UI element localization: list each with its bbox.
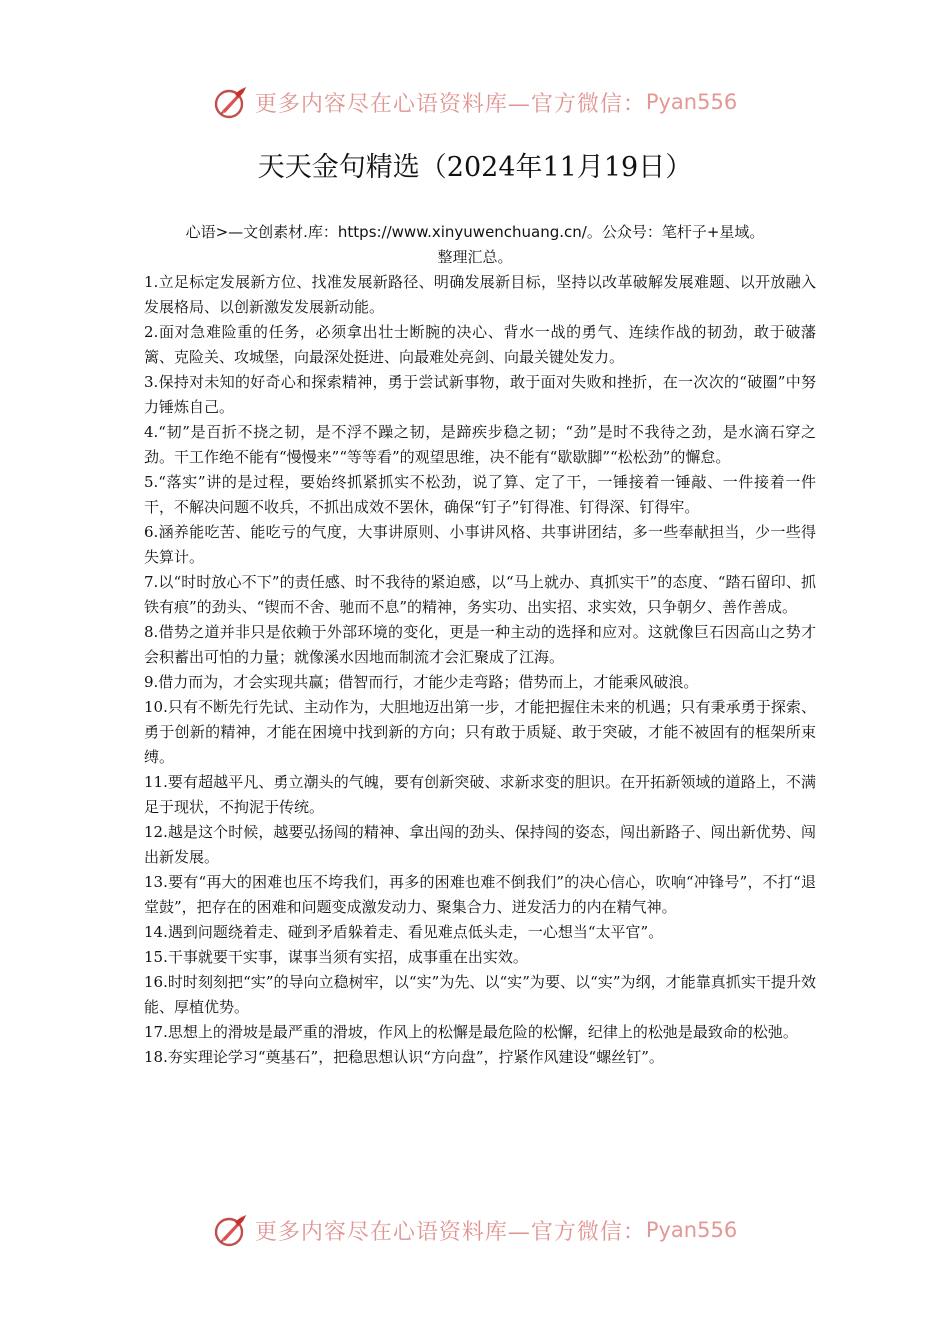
list-item: 6.涵养能吃苦、能吃亏的气度，大事讲原则、小事讲风格、共事讲团结，多一些奉献担当，少一些得失算计。 — [144, 523, 816, 566]
document-title: 天天金句精选（2024年11月19日） — [257, 152, 693, 183]
list-item: 17.思想上的滑坡是最严重的滑坡，作风上的松懈是最危险的松懈，纪律上的松弛是最致命的松弛。 — [144, 1023, 798, 1041]
list-item: 8.借势之道并非只是依赖于外部环境的变化，更是一种主动的选择和应对。这就像巨石因高山之势才会积蓄出可怕的力量；就像溪水因地而制流才会汇聚成了江海。 — [144, 623, 816, 666]
list-item: 2.面对急难险重的任务，必须拿出壮士断腕的决心、背水一战的勇气、连续作战的韧劲，敢于破藩篱、克险关、攻城堡，向最深处挺进、向最难处亮剑、向最关键处发力。 — [144, 323, 816, 366]
footer-banner — [0, 1208, 950, 1252]
list-item: 1.立足标定发展新方位、找准发展新路径、明确发展新目标，坚持以改革破解发展难题、以开放融入发展格局、以创新激发发展新动能。 — [144, 273, 816, 316]
list-item: 14.遇到问题绕着走、碰到矛盾躲着走、看见难点低头走，一心想当“太平官”。 — [144, 923, 664, 941]
quill-logo-icon — [213, 84, 249, 120]
wechat-id: Pyan556 — [645, 1218, 738, 1242]
banner-text: 更多内容尽在心语资料库—官方微信： — [254, 1219, 646, 1245]
list-item: 5.“落实”讲的是过程，要始终抓紧抓实不松劲，说了算、定了干，一锤接着一锤敲、一件接着一件干，不解决问题不收兵，不抓出成效不罢休，确保“钉子”钉得准、钉得深、钉得牢。 — [144, 473, 816, 516]
list-item: 12.越是这个时候，越要弘扬闯的精神、拿出闯的劲头、保持闯的姿态，闯出新路子、闯出新优势、闯出新发展。 — [144, 823, 816, 866]
banner-text: 更多内容尽在心语资料库—官方微信： — [254, 91, 646, 117]
list-item: 13.要有“再大的困难也压不垮我们，再多的困难也难不倒我们”的决心信心，吹响“冲锋号”，不打“退堂鼓”，把存在的困难和问题变成激发动力、聚集合力、迸发活力的内在精气神。 — [144, 873, 816, 916]
list-item: 4.“韧”是百折不挠之韧，是不浮不躁之韧，是蹄疾步稳之韧；“劲”是时不我待之劲，是水滴石穿之劲。干工作绝不能有“慢慢来”“等等看”的观望思维，决不能有“歇歇脚”“松松劲”的懈怠。 — [144, 423, 816, 466]
list-item: 11.要有超越平凡、勇立潮头的气魄，要有创新突破、求新求变的胆识。在开拓新领域的道路上，不满足于现状，不拘泥于传统。 — [144, 773, 816, 816]
list-item: 18.夯实理论学习“奠基石”，把稳思想认识“方向盘”，拧紧作风建设“螺丝钉”。 — [144, 1048, 664, 1066]
list-item: 15.干事就要干实事，谋事当须有实招，成事重在出实效。 — [144, 948, 528, 966]
list-item: 16.时时刻刻把“实”的导向立稳树牢，以“实”为先、以“实”为要、以“实”为纲，才能靠真抓实干提升效能、厚植优势。 — [144, 973, 816, 1016]
source-note — [100, 220, 850, 270]
wechat-id: Pyan556 — [645, 90, 738, 114]
list-item: 9.借力而为，才会实现共赢；借智而行，才能少走弯路；借势而上，才能乘风破浪。 — [144, 673, 699, 691]
quill-logo-icon — [213, 1212, 249, 1248]
source-line: 整理汇总。 — [437, 248, 513, 266]
header-banner — [0, 80, 950, 124]
list-item: 10.只有不断先行先试、主动作为，大胆地迈出第一步，才能把握住未来的机遇；只有秉承勇于探索、勇于创新的精神，才能在困境中找到新的方向；只有敢于质疑、敢于突破，才能不被固有的框架所束缚。 — [144, 698, 816, 766]
quote-list — [144, 270, 816, 1070]
list-item: 3.保持对未知的好奇心和探索精神，勇于尝试新事物，敢于面对失败和挫折，在一次次的“破圈”中努力锤炼自己。 — [144, 373, 816, 416]
source-line: 心语>—文创素材.库：https://www.xinyuwenchuang.cn/。公众号：笔杆子+星域。 — [185, 223, 765, 241]
list-item: 7.以“时时放心不下”的责任感、时不我待的紧迫感，以“马上就办、真抓实干”的态度、“踏石留印、抓铁有痕”的劲头、“锲而不舍、驰而不息”的精神，务实功、出实招、求实效，只争朝夕、善作善成。 — [144, 573, 816, 616]
